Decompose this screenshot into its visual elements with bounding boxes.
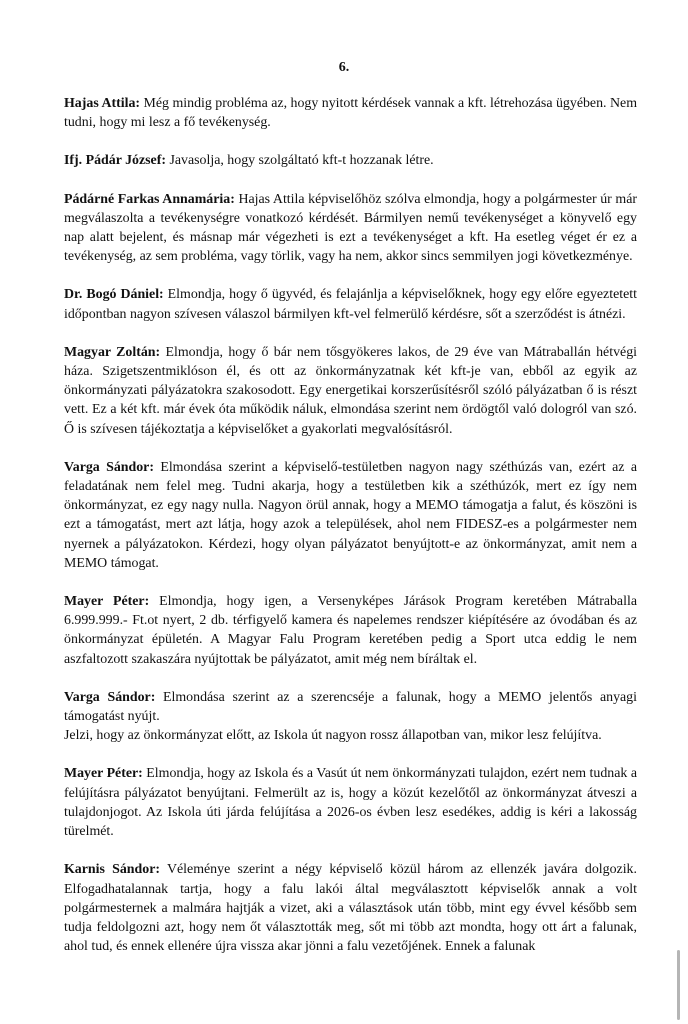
scrollbar-thumb[interactable] (677, 950, 680, 1020)
statement-text: Elmondja, hogy ő ügyvéd, és felajánlja a képviselőknek, hogy egy előre egyeztetett időpontban nagyon szívesen válaszol bármilyen kft-vel felmerülő kérdésre, sőt a szerződést is átnézi. (64, 287, 637, 322)
minutes-paragraph-mayer-1 (64, 592, 637, 669)
minutes-paragraph-bogo (64, 285, 637, 323)
speaker-name: Varga Sándor: (64, 689, 156, 705)
minutes-paragraph-magyar (64, 343, 637, 439)
speaker-name: Pádárné Farkas Annamária: (64, 191, 235, 207)
statement-text-continued: Jelzi, hogy az önkormányzat előtt, az Iskola út nagyon rossz állapotban van, mikor lesz felújítva. (64, 728, 602, 744)
statement-text: Javasolja, hogy szolgáltató kft-t hozzanak létre. (165, 153, 434, 169)
speaker-name: Dr. Bogó Dániel: (64, 287, 164, 303)
minutes-paragraph-hajas (64, 94, 637, 132)
speaker-name: Mayer Péter: (64, 594, 150, 610)
statement-text: Elmondja, hogy igen, a Versenyképes Járások Program keretében Mátraballa 6.999.999.- Ft.ot nyert, 2 db. térfigyelő kamera és napelemes rendszer kiépítésére az óvodában és az önkormányzat épületén. A Magyar Falu Program keretében pedig a Sport utca eddig le nem aszfaltozott szakaszára nyújtottak be pályázatot, amit még nem bíráltak el. (64, 594, 637, 667)
speaker-name: Magyar Zoltán: (64, 344, 161, 360)
minutes-body (64, 94, 637, 975)
minutes-paragraph-varga-1 (64, 458, 637, 573)
minutes-paragraph-karnis (64, 860, 637, 956)
minutes-paragraph-varga-2 (64, 688, 637, 746)
speaker-name: Mayer Péter: (64, 766, 143, 782)
minutes-paragraph-mayer-2 (64, 764, 637, 841)
statement-text: Még mindig probléma az, hogy nyitott kérdések vannak a kft. létrehozása ügyében. Nem tudni, hogy mi lesz a fő tevékenység. (64, 96, 637, 131)
speaker-name: Hajas Attila: (64, 96, 141, 111)
speaker-name: Varga Sándor: (64, 459, 154, 475)
minutes-paragraph-padarne (64, 190, 637, 267)
minutes-paragraph-padar (64, 151, 637, 170)
statement-text: Elmondja, hogy ő bár nem tősgyökeres lakos, de 29 éve van Mátraballán hétvégi háza. Szigetszentmiklóson él, és ott az önkormányzatnak két kft-je van, ebből az egyik az önkormányzati pályázatokra szakosodott. Egy energetikai korszerűsítésről szóló pályázatban ő is részt vett. Ez a két kft. már évek óta működik náluk, elmondása szerint nem ördögtől való dologról van szó. Ő is szívesen tájékoztatja a képviselőket a gyakorlati megvalósításról. (64, 344, 637, 437)
statement-text: Hajas Attila képviselőhöz szólva elmondja, hogy a polgármester úr már megválaszolta a tevékenységre vonatkozó kérdését. Bármilyen nemű tevékenységet a könyvelő egy nap alatt bejelent, és másnap már végezheti is ezt a tevékenységet a kft. Ha esetleg véget ér ez a tevékenység, az sem probléma, vagy törlik, vagy ha nem, akkor sincs semmilyen jogi következménye. (64, 191, 637, 265)
statement-text: Elmondása szerint az a szerencséje a falunak, hogy a MEMO jelentős anyagi támogatást nyújt. (64, 689, 637, 725)
speaker-name: Karnis Sándor: (64, 862, 160, 878)
page-number: 6. (338, 60, 350, 75)
statement-text: Véleménye szerint a négy képviselő közül három az ellenzék javára dolgozik. Elfogadhatalannak tartja, hogy a falu lakói által megválasztott képviselők annak a volt polgármesternek a malmára hajtják a vizet, aki a választások után több, mint egy évvel később sem tudja feldolgozni azt, hogy nem őt választották meg, sőt mi több azt mondta, hogy ott árt a falunak, ahol tud, és ennek ellenére újra vissza akar jönni a falu vezetőjének. Ennek a falunak (64, 862, 637, 955)
speaker-name: Ifj. Pádár József: (64, 153, 166, 169)
statement-text: Elmondja, hogy az Iskola és a Vasút út nem önkormányzati tulajdon, ezért nem tudnak a felújításra pályázatot benyújtani. Felmerült az is, hogy a közút kezelőtől az önkormányzat átveszi a tulajdonjogot. Az Iskola úti járda felújítása a 2026-os évben lesz esedékes, addig is kéri a lakosság türelmét. (64, 766, 637, 840)
statement-text: Elmondása szerint a képviselő-testületben nagyon nagy széthúzás van, ezért az a feladatának nem felel meg. Tudni akarja, hogy a testületben kik a széthúzók, mert ez így nem önkormányzat, ez egy nagy nulla. Nagyon örül annak, hogy a MEMO támogatja a falut, és köszöni is ezt a támogatást, mert azt látja, hogy azok a települések, ahol nem FIDESZ-es a polgármester nem nyernek a pályázatokon. Kérdezi, hogy olyan pályázatot benyújtott-e az önkormányzat, amit nem a MEMO támogat. (64, 459, 637, 571)
